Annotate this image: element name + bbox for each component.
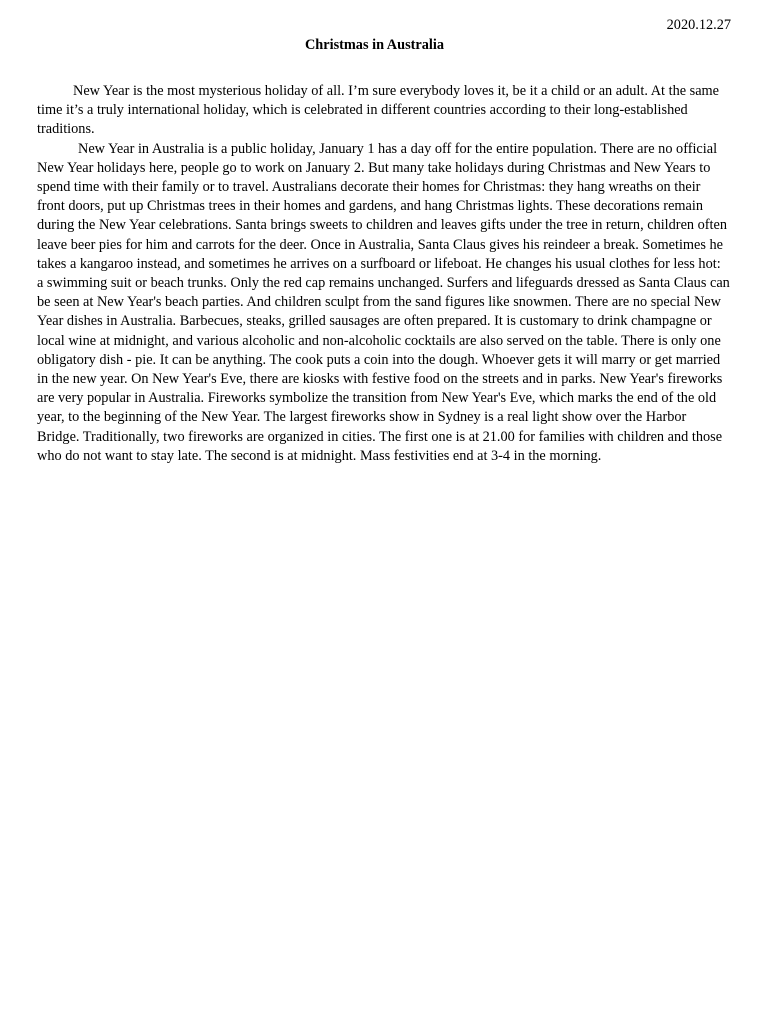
document-title: Christmas in Australia — [304, 37, 444, 53]
document-body — [37, 82, 730, 466]
paragraph-australia: New Year in Australia is a public holiday, January 1 has a day off for the entire population. There are no official New Year holidays here, people go to work on January 2. But many take holidays during Christmas and New Years to spend time with their family or to travel. Australians decorate their homes for Christmas: they hang wreaths on their front doors, put up Christmas trees in their homes and gardens, and hang Christmas lights. These decorations remain during the New Year celebrations. Santa brings sweets to children and leaves gifts under the tree in return, children often leave beer pies for him and carrots for the deer. Once in Australia, Santa Claus gives his reindeer a break. Sometimes he takes a kangaroo instead, and sometimes he arrives on a surfboard or lifeboat. He changes his usual clothes for less hot: a swimming suit or beach trunks. Only the red cap remains unchanged. Surfers and lifeguards dressed as Santa Claus can be seen at New Year's beach parties. And children sculpt from the sand figures like snowmen. There are no special New Year dishes in Australia. Barbecues, steaks, grilled sausages are often prepared. It is customary to drink champagne or local wine at midnight, and various alcoholic and non-alcoholic cocktails are also served on the table. There is only one obligatory dish - pie. It can be anything. The cook puts a coin into the dough. Whoever gets it will marry or get married in the new year. On New Year's Eve, there are kiosks with festive food on the streets and in parks. New Year's fireworks are very popular in Australia. Fireworks symbolize the transition from New Year's Eve, which marks the end of the old year, to the beginning of the New Year. The largest fireworks show in Sydney is a real light show over the Harbor Bridge. Traditionally, two fireworks are organized in cities. The first one is at 21.00 for families with children and those who do not want to stay late. The second is at midnight. Mass festivities end at 3-4 in the morning. — [37, 140, 730, 464]
paragraph-intro: New Year is the most mysterious holiday of all. I’m sure everybody loves it, be it a child or an adult. At the same time it’s a truly international holiday, which is celebrated in different countries according to their long-established traditions. — [37, 83, 720, 138]
document-date: 2020.12.27 — [666, 17, 731, 33]
